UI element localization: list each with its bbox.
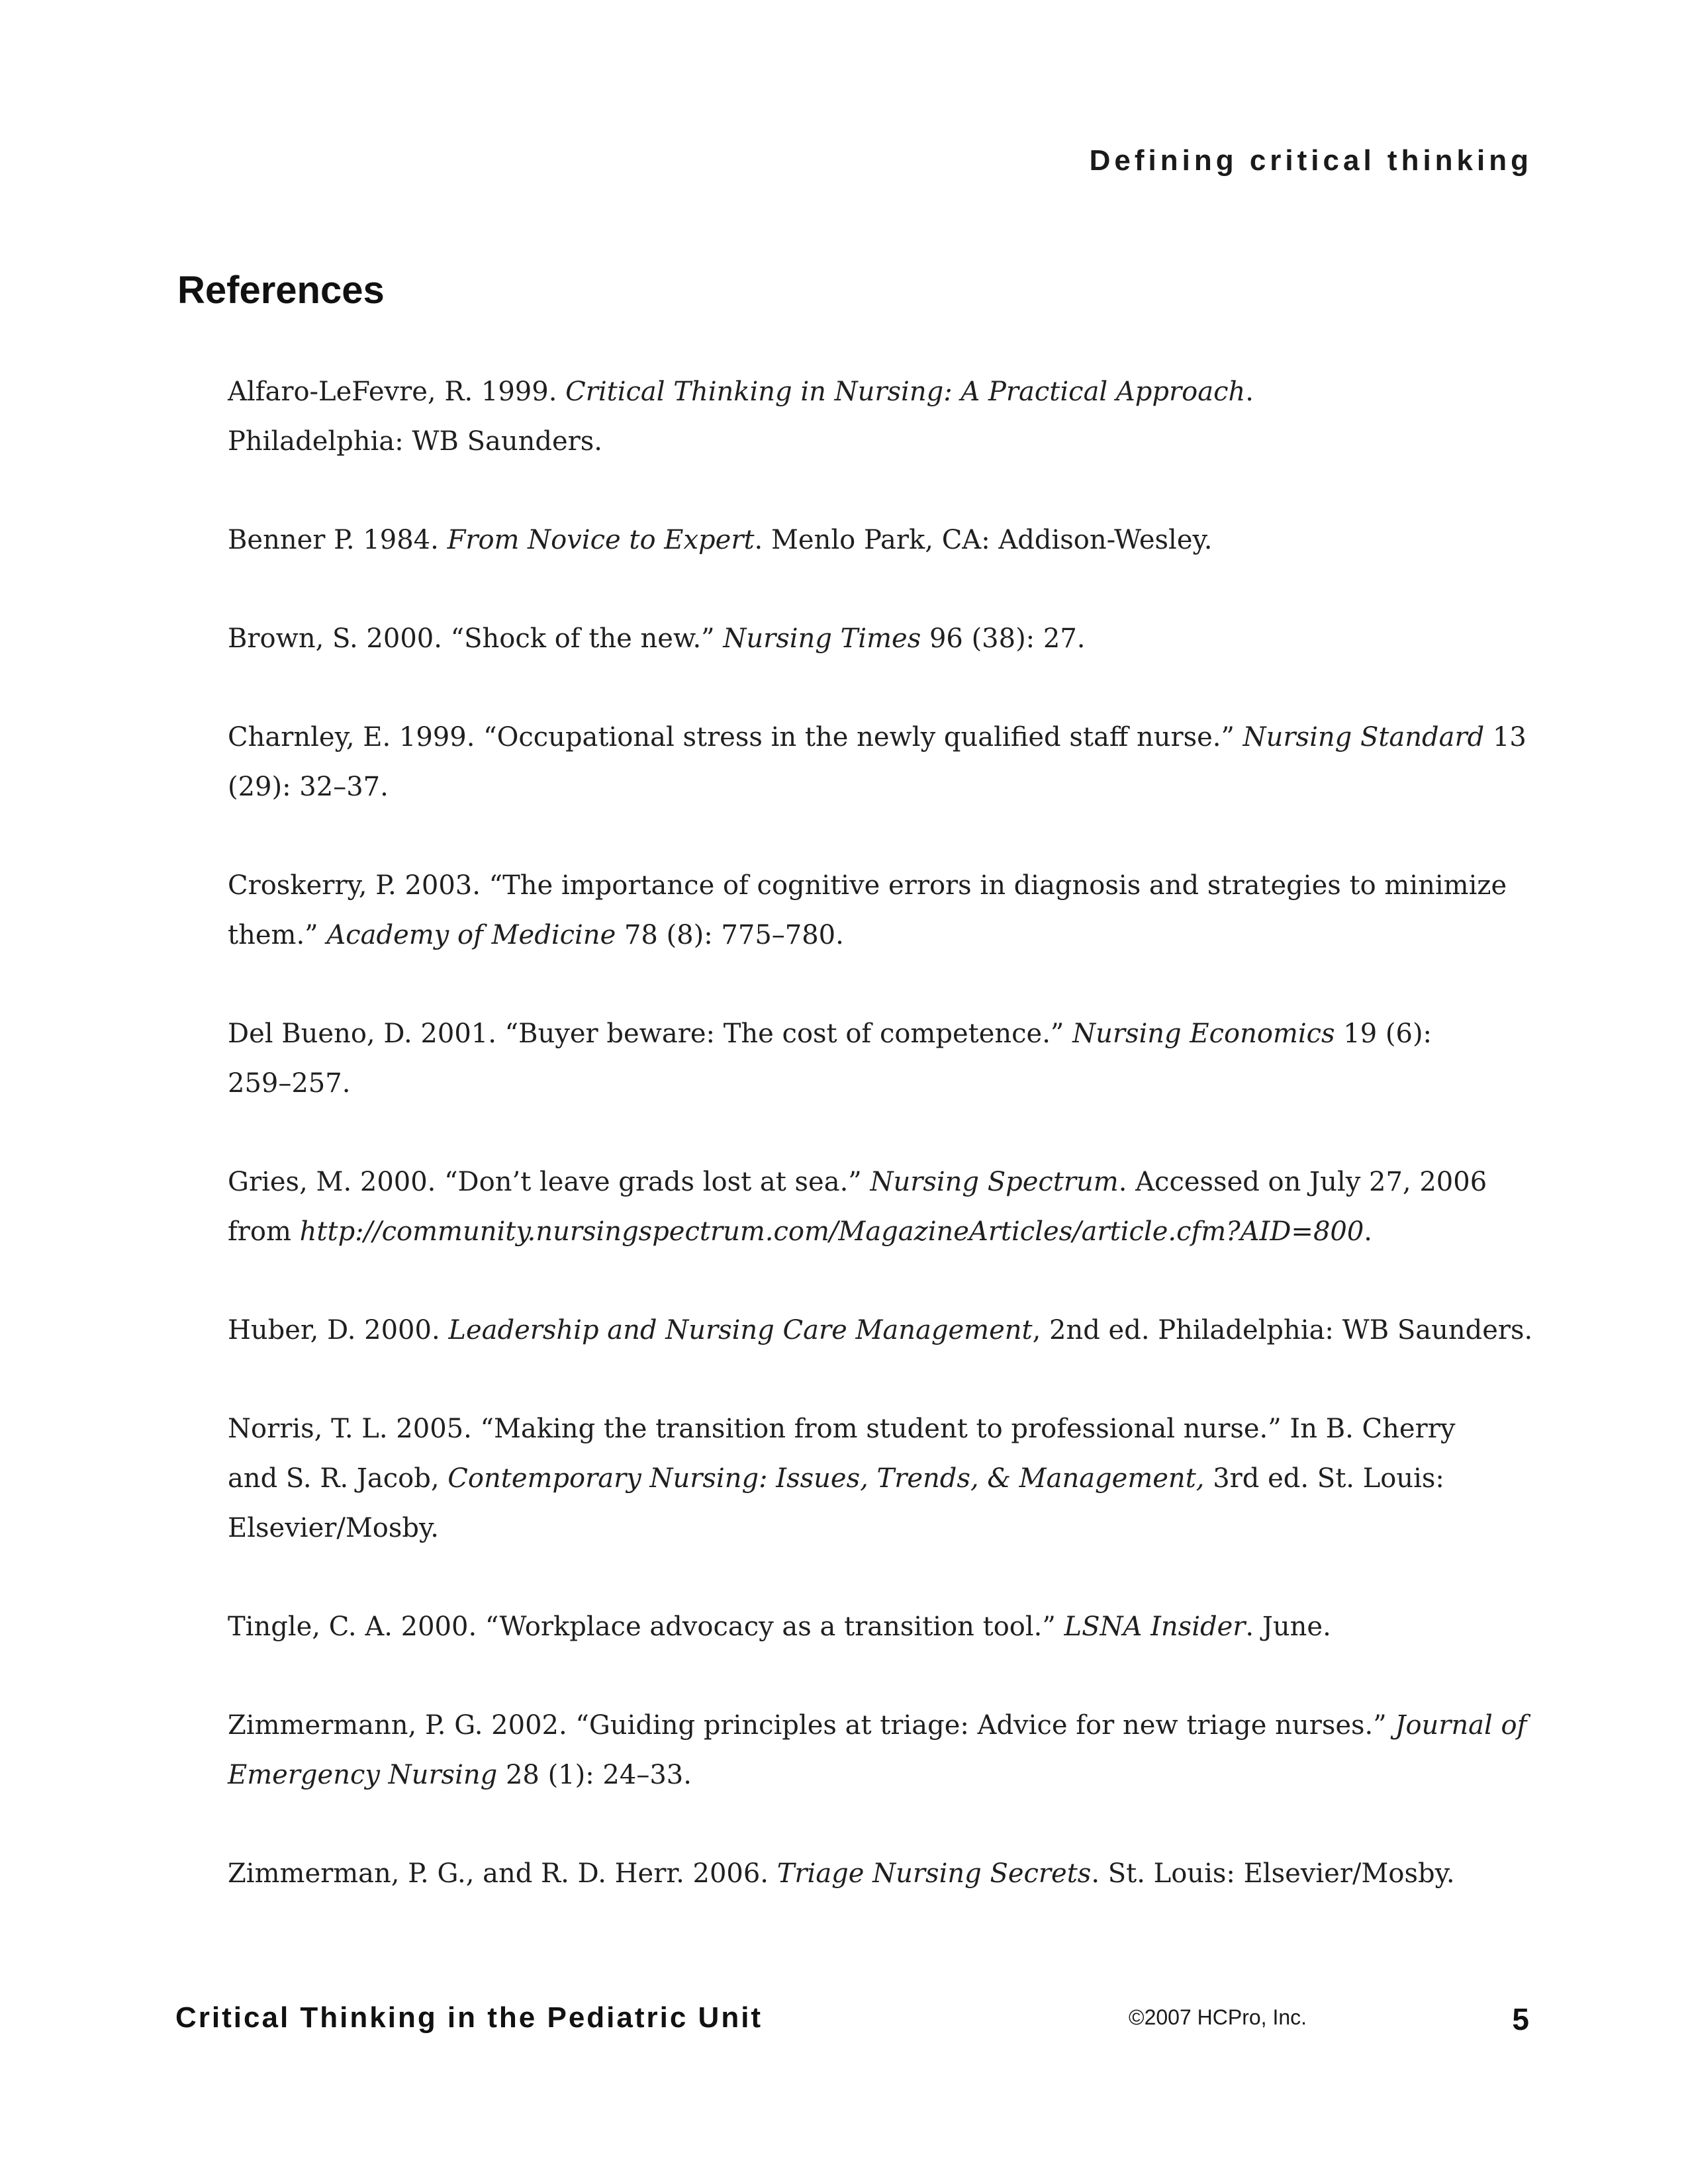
reference-italic-text: http://community.nursingspectrum.com/MagazineArticles/article.cfm?AID=800: [299, 1216, 1364, 1247]
reference-text: . Accessed on July 27, 2006: [1118, 1167, 1487, 1197]
reference-text: Charnley, E. 1999. “Occupational stress in the newly qualified staff nurse.”: [228, 722, 1243, 752]
reference-text: .: [1364, 1216, 1373, 1247]
reference-entry: [228, 1306, 1538, 1355]
reference-italic-text: Contemporary Nursing: Issues, Trends, & Management,: [447, 1463, 1205, 1494]
reference-text: . St. Louis: Elsevier/Mosby.: [1091, 1858, 1455, 1889]
section-title: References: [177, 269, 385, 312]
reference-entry: [228, 367, 1538, 467]
reference-entry: [228, 1602, 1538, 1652]
reference-italic-text: Nursing Economics: [1072, 1019, 1335, 1049]
reference-entry: [228, 1849, 1538, 1899]
reference-text: Benner P. 1984.: [228, 525, 447, 555]
reference-entry: [228, 614, 1538, 664]
reference-italic-text: Nursing Standard: [1243, 722, 1485, 752]
reference-text: 78 (8): 775–780.: [616, 920, 844, 950]
reference-text: .: [1245, 377, 1254, 407]
reference-entry: [228, 713, 1538, 812]
reference-italic-text: LSNA Insider: [1064, 1612, 1246, 1642]
reference-entry: [228, 1701, 1538, 1800]
reference-italic-text: Academy of Medicine: [326, 920, 616, 950]
reference-italic-text: Emergency Nursing: [228, 1760, 498, 1790]
reference-text: from: [228, 1216, 300, 1247]
reference-text: (29): 32–37.: [228, 772, 389, 802]
reference-text: Del Bueno, D. 2001. “Buyer beware: The cost of competence.”: [228, 1019, 1073, 1049]
reference-entry: [228, 1158, 1538, 1257]
reference-text: and S. R. Jacob,: [228, 1463, 448, 1494]
reference-italic-text: Nursing Spectrum: [870, 1167, 1119, 1197]
reference-text: Elsevier/Mosby.: [228, 1513, 440, 1543]
reference-text: Norris, T. L. 2005. “Making the transition from student to professional nurse.” In B. Cherry: [228, 1414, 1456, 1444]
footer-book-title: Critical Thinking in the Pediatric Unit: [175, 2001, 763, 2034]
reference-italic-text: From Novice to Expert: [447, 525, 755, 555]
reference-text: . Menlo Park, CA: Addison-Wesley.: [754, 525, 1213, 555]
reference-entry: [228, 861, 1538, 960]
reference-text: them.”: [228, 920, 327, 950]
reference-entry: [228, 1404, 1538, 1553]
reference-list: [228, 367, 1538, 1948]
reference-text: Gries, M. 2000. “Don’t leave grads lost at sea.”: [228, 1167, 870, 1197]
reference-text: 3rd ed. St. Louis:: [1204, 1463, 1444, 1494]
reference-text: Croskerry, P. 2003. “The importance of cognitive errors in diagnosis and strategies to minimize: [228, 870, 1507, 901]
reference-text: 96 (38): 27.: [921, 623, 1086, 654]
reference-text: Philadelphia: WB Saunders.: [228, 426, 603, 457]
reference-text: Huber, D. 2000.: [228, 1315, 449, 1345]
reference-text: , 2nd ed. Philadelphia: WB Saunders.: [1032, 1315, 1533, 1345]
reference-text: Brown, S. 2000. “Shock of the new.”: [228, 623, 724, 654]
reference-entry: [228, 516, 1538, 565]
reference-text: 19 (6):: [1335, 1019, 1432, 1049]
reference-text: 259–257.: [228, 1068, 351, 1099]
reference-text: Alfaro-LeFevre, R. 1999.: [228, 377, 566, 407]
reference-italic-text: Critical Thinking in Nursing: A Practical Approach: [565, 377, 1246, 407]
reference-italic-text: Journal of: [1395, 1710, 1527, 1741]
reference-text: Tingle, C. A. 2000. “Workplace advocacy as a transition tool.”: [228, 1612, 1064, 1642]
reference-text: Zimmermann, P. G. 2002. “Guiding principles at triage: Advice for new triage nurses.”: [228, 1710, 1395, 1741]
reference-text: 13: [1484, 722, 1526, 752]
running-header: Defining critical thinking: [1089, 144, 1532, 177]
reference-entry: [228, 1009, 1538, 1109]
page-number: 5: [1512, 2002, 1529, 2036]
reference-text: Zimmerman, P. G., and R. D. Herr. 2006.: [228, 1858, 777, 1889]
footer-copyright: ©2007 HCPro, Inc.: [1129, 2005, 1307, 2029]
reference-italic-text: Leadership and Nursing Care Management: [448, 1315, 1033, 1345]
reference-italic-text: Triage Nursing Secrets: [776, 1858, 1092, 1889]
reference-italic-text: Nursing Times: [723, 623, 921, 654]
reference-text: . June.: [1245, 1612, 1331, 1642]
reference-text: 28 (1): 24–33.: [497, 1760, 692, 1790]
